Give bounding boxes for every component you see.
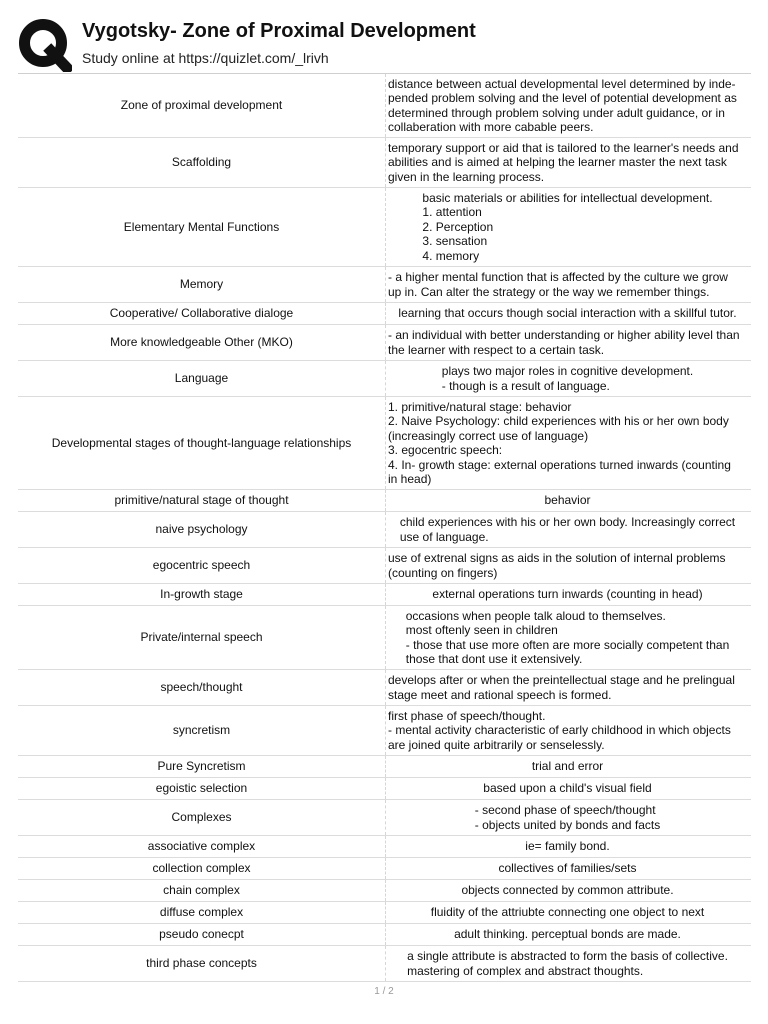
- term-text: Cooperative/ Collaborative dialoge: [109, 306, 294, 321]
- term-text: third phase concepts: [146, 956, 257, 971]
- page-number: 1 / 2: [374, 986, 394, 997]
- definition-text: occasions when people talk aloud to themselves. most oftenly seen in children - those that use more often are more socially competent than those that dont use it extensively.: [405, 608, 730, 666]
- term-text: pseudo conecpt: [159, 927, 244, 942]
- table-row: [18, 325, 751, 361]
- definition-text: plays two major roles in cognitive development. - though is a result of language.: [441, 364, 694, 393]
- definition-cell: [386, 946, 751, 981]
- definition-text: learning that occurs though social interaction with a skillful tutor.: [398, 306, 737, 321]
- term-text: Pure Syncretism: [157, 759, 246, 774]
- definition-cell: [386, 303, 751, 324]
- definition-text: - an individual with better understanding or higher ability level than the learner with respect to a certain task.: [388, 328, 740, 357]
- term-cell: [18, 858, 386, 879]
- definition-cell: [386, 325, 751, 360]
- term-text: Zone of proximal development: [120, 98, 283, 113]
- table-row: [18, 361, 751, 397]
- definition-cell: [386, 512, 751, 547]
- table-row: [18, 606, 751, 670]
- term-cell: [18, 512, 386, 547]
- definition-cell: [386, 361, 751, 396]
- definition-text: - a higher mental function that is affected by the culture we grow up in. Can alter the strategy or the way we remember things.: [388, 270, 728, 299]
- table-row: [18, 512, 751, 548]
- definition-cell: [386, 778, 751, 799]
- term-cell: [18, 548, 386, 583]
- table-row: [18, 924, 751, 946]
- definition-cell: [386, 138, 751, 187]
- definition-text: use of extrenal signs as aids in the solution of internal problems (counting on fingers): [388, 551, 726, 580]
- flashcard-table: [18, 73, 751, 982]
- definition-text: adult thinking. perceptual bonds are made.: [454, 927, 681, 942]
- term-cell: [18, 670, 386, 705]
- term-text: Memory: [179, 277, 224, 292]
- table-row: [18, 756, 751, 778]
- definition-cell: [386, 858, 751, 879]
- definition-text: based upon a child's visual field: [483, 781, 652, 796]
- table-row: [18, 778, 751, 800]
- table-row: [18, 706, 751, 756]
- term-text: Scaffolding: [171, 155, 232, 170]
- table-row: [18, 800, 751, 836]
- term-cell: [18, 303, 386, 324]
- term-cell: [18, 756, 386, 777]
- definition-text: basic materials or abilities for intellectual development. 1. attention 2. Perception 3. sensation 4. memory: [422, 190, 713, 263]
- definition-text: a single attribute is abstracted to form the basis of collective. mastering of complex and abstract thoughts.: [407, 949, 728, 978]
- definition-text: objects connected by common attribute.: [461, 883, 674, 898]
- term-text: Language: [174, 371, 229, 386]
- definition-cell: [386, 902, 751, 923]
- term-text: egocentric speech: [152, 558, 251, 573]
- definition-text: collectives of families/sets: [498, 861, 637, 876]
- term-cell: [18, 74, 386, 137]
- table-row: [18, 584, 751, 606]
- table-row: [18, 670, 751, 706]
- term-text: associative complex: [147, 839, 256, 854]
- term-cell: [18, 361, 386, 396]
- term-cell: [18, 800, 386, 835]
- table-row: [18, 880, 751, 902]
- term-text: Private/internal speech: [140, 630, 263, 645]
- definition-text: - second phase of speech/thought - objects united by bonds and facts: [474, 803, 661, 832]
- definition-cell: [386, 188, 751, 266]
- term-text: In-growth stage: [160, 587, 243, 602]
- definition-text: ie= family bond.: [525, 839, 610, 854]
- definition-text: trial and error: [531, 759, 604, 774]
- definition-cell: [386, 706, 751, 755]
- term-text: speech/thought: [160, 680, 243, 695]
- definition-cell: [386, 490, 751, 511]
- term-cell: [18, 188, 386, 266]
- term-cell: [18, 490, 386, 511]
- study-online-link[interactable]: Study online at https://quizlet.com/_lrivh: [82, 50, 329, 66]
- term-cell: [18, 946, 386, 981]
- definition-text: fluidity of the attriubte connecting one object to next: [430, 905, 705, 920]
- term-cell: [18, 267, 386, 302]
- term-text: chain complex: [163, 883, 240, 898]
- table-row: [18, 946, 751, 982]
- definition-text: 1. primitive/natural stage: behavior 2. Naive Psychology: child experiences with his or her own body (increasingly correct use of language) 3. egocentric speech: 4. In- growth stage: external operations turned inwards (counting in head): [388, 399, 731, 486]
- definition-text: child experiences with his or her own body. Increasingly correct use of language.: [399, 515, 736, 544]
- definition-text: temporary support or aid that is tailored to the learner's needs and abilities and is aimed at helping the learner master the next task given in the learning process.: [388, 140, 739, 184]
- definition-cell: [386, 836, 751, 857]
- definition-text: behavior: [544, 493, 591, 508]
- table-row: [18, 548, 751, 584]
- definition-cell: [386, 924, 751, 945]
- term-cell: [18, 397, 386, 489]
- table-row: [18, 188, 751, 267]
- table-row: [18, 138, 751, 188]
- definition-text: develops after or when the preintellectual stage and he prelingual stage meet and rational speech is formed.: [388, 673, 735, 702]
- definition-text: distance between actual developmental level determined by inde- pended problem solving and the level of potential development as determined through problem solving under adult guidance, or in collaberation with more cabable peers.: [388, 76, 737, 134]
- table-row: [18, 902, 751, 924]
- table-row: [18, 303, 751, 325]
- page-title: Vygotsky- Zone of Proximal Development: [82, 20, 476, 42]
- term-cell: [18, 706, 386, 755]
- term-text: egoistic selection: [155, 781, 248, 796]
- table-row: [18, 74, 751, 138]
- term-text: diffuse complex: [159, 905, 244, 920]
- definition-cell: [386, 880, 751, 901]
- definition-cell: [386, 584, 751, 605]
- term-text: primitive/natural stage of thought: [114, 493, 289, 508]
- table-row: [18, 858, 751, 880]
- term-cell: [18, 880, 386, 901]
- definition-cell: [386, 397, 751, 489]
- definition-text: external operations turn inwards (counting in head): [432, 587, 703, 602]
- term-text: More knowledgeable Other (MKO): [110, 335, 293, 350]
- term-text: Developmental stages of thought-language relationships: [51, 435, 352, 450]
- term-cell: [18, 584, 386, 605]
- term-cell: [18, 902, 386, 923]
- term-cell: [18, 606, 386, 669]
- definition-cell: [386, 606, 751, 669]
- term-text: Elementary Mental Functions: [123, 219, 280, 234]
- term-text: naive psychology: [155, 522, 248, 537]
- definition-cell: [386, 756, 751, 777]
- term-cell: [18, 924, 386, 945]
- term-cell: [18, 138, 386, 187]
- definition-cell: [386, 548, 751, 583]
- quizlet-logo-icon: [18, 18, 72, 72]
- definition-cell: [386, 800, 751, 835]
- table-row: [18, 397, 751, 490]
- definition-text: first phase of speech/thought. - mental activity characteristic of early childhood in which objects are joined quite arbitrarily or senselessly.: [388, 708, 731, 752]
- term-text: collection complex: [152, 861, 251, 876]
- definition-cell: [386, 267, 751, 302]
- definition-cell: [386, 74, 751, 137]
- table-row: [18, 490, 751, 512]
- term-text: syncretism: [172, 723, 231, 738]
- table-row: [18, 836, 751, 858]
- term-cell: [18, 778, 386, 799]
- table-row: [18, 267, 751, 303]
- term-cell: [18, 325, 386, 360]
- definition-cell: [386, 670, 751, 705]
- term-text: Complexes: [171, 810, 232, 825]
- term-cell: [18, 836, 386, 857]
